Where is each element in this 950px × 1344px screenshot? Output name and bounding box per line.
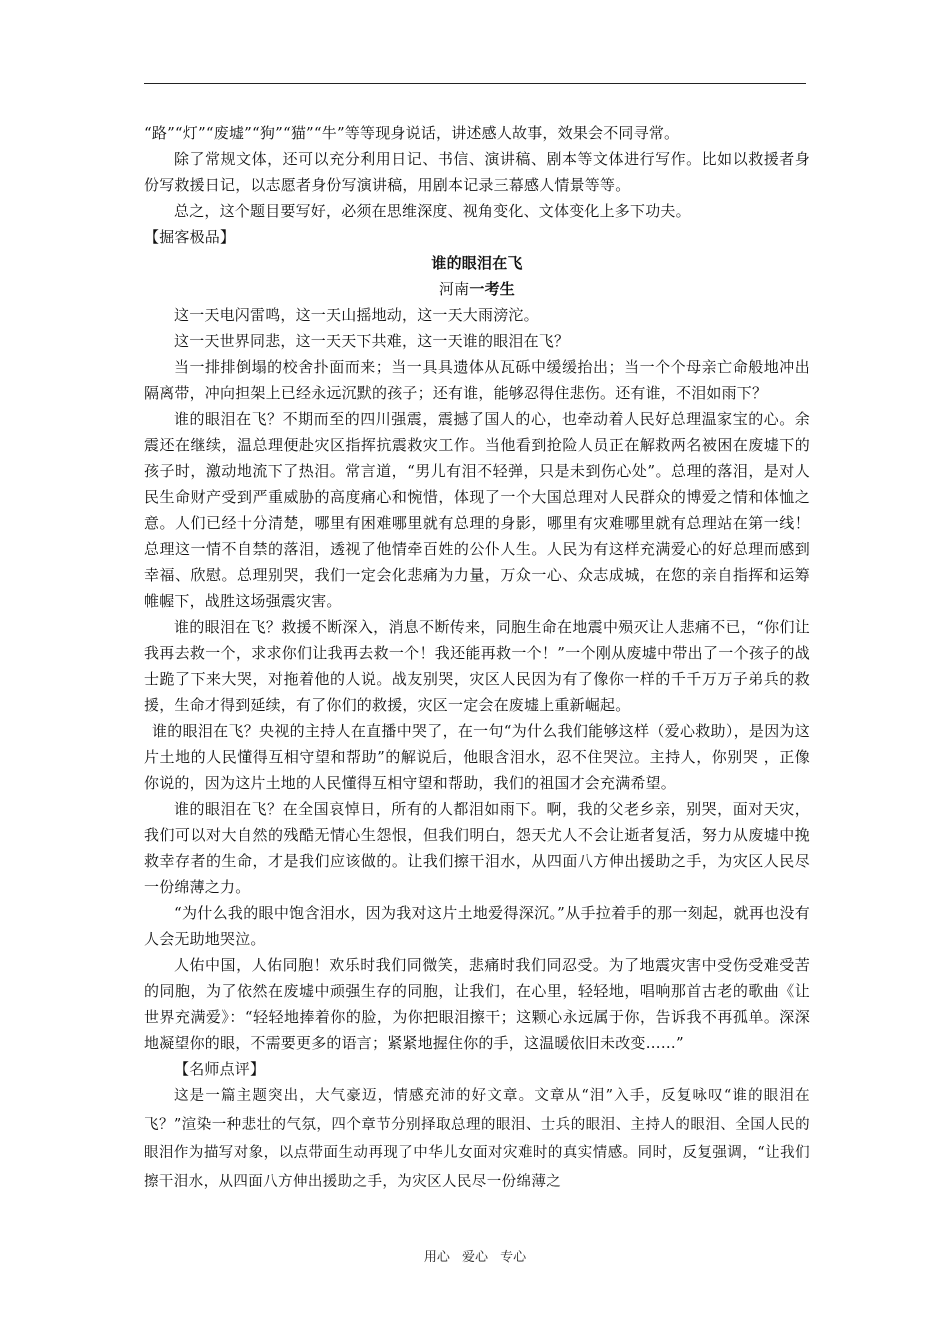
essay-paragraph: 谁的眼泪在飞？在全国哀悼日，所有的人都泪如雨下。啊，我的父老乡亲，别哭，面对天灾，我们可以对大自然的残酷无情心生怨恨，但我们明白，怨天尤人不会让逝者复活，努力从废墟中挽救幸存者的生命，才是我们应该做的。让我们擦干泪水，从四面八方伸出援助之手，为灾区人民尽一份绵薄之力。 (144, 800, 810, 896)
essay-paragraph: 这一天电闪雷鸣，这一天山摇地动，这一天大雨滂沱。 (174, 306, 539, 324)
review-text: 这是一篇主题突出，大气豪迈，情感充沛的好文章。文章从“泪”入手，反复咏叹“谁的眼泪在飞？”渲染一种悲壮的气氛，四个章节分别择取总理的眼泪、士兵的眼泪、主持人的眼泪、全国人民的眼泪作为描写对象，以点带面生动再现了中华儿女面对灾难时的真实情感。同时，反复强调，“让我们擦干泪水，从四面八方伸出援助之手，为灾区人民尽一份绵薄之 (144, 1088, 810, 1190)
section-label: 【掘客极品】 (144, 228, 236, 246)
author-place: 河南 (438, 280, 470, 298)
essay-paragraph: 谁的眼泪在飞？不期而至的四川强震，震撼了国人的心，也牵动着人民好总理温家宝的心。余震还在继续，温总理便赴灾区指挥抗震救灾工作。当他看到抢险人员正在解救两名被困在废墟下的孩子时，激动地流下了热泪。常言道，“男儿有泪不轻弹，只是未到伤心处”。总理的落泪，是对人民生命财产受到严重威胁的高度痛心和惋惜，体现了一个大国总理对人民群众的博爱之情和体恤之意。人们已经十分清楚，哪里有困难哪里就有总理的身影，哪里有灾难哪里就有总理站在第一线！总理这一情不自禁的落泪，透视了他情牵百姓的公仆人生。人民为有这样充满爱心的好总理而感到幸福、欣慰。总理别哭，我们一定会化悲痛为力量，万众一心、众志成城，在您的亲自指挥和运筹帷幄下，战胜这场强震灾害。 (144, 410, 810, 610)
essay-paragraph: 人佑中国，人佑同胞！欢乐时我们同微笑，悲痛时我们同忍受。为了地震灾害中受伤受难受苦的同胞，为了依然在废墟中顽强生存的同胞，让我们，在心里，轻轻地，唱响那首古老的歌曲《让世界充满爱》：“轻轻地捧着你的脸，为你把眼泪擦干；这颗心永远属于你，告诉我不再孤单。深深地凝望你的眼，不需要更多的语言；紧紧地握住你的手，这温暖依旧未改变……” (144, 956, 810, 1052)
page-footer: 用心 爱心 专心 (423, 1250, 527, 1265)
intro-paragraph-1: “路”“灯”“废墟”“狗”“猫”“牛”等等现身说话，讲述感人故事，效果会不同寻常。 (144, 124, 680, 142)
header-rule (144, 83, 806, 84)
document-body (144, 120, 810, 1196)
essay-paragraph: 谁的眼泪在飞？央视的主持人在直播中哭了，在一句“为什么我们能够这样（爱心救助），是因为这片土地的人民懂得互相守望和帮助”的解说后，他眼含泪水，忍不住哭泣。主持人，你别哭 ，正像你说的，因为这片土地的人民懂得互相守望和帮助，我们的祖国才会充满希望。 (144, 722, 810, 792)
author-role: 一考生 (469, 280, 515, 298)
review-label: 【名师点评】 (174, 1060, 266, 1078)
essay-paragraph: 这一天世界同悲，这一天天下共难，这一天谁的眼泪在飞？ (174, 332, 570, 350)
intro-paragraph-2: 除了常规文体，还可以充分利用日记、书信、演讲稿、剧本等文体进行写作。比如以救援者身份写救援日记，以志愿者身份写演讲稿，用剧本记录三幕感人情景等等。 (144, 150, 810, 194)
essay-title: 谁的眼泪在飞 (431, 254, 523, 272)
essay-paragraph: “为什么我的眼中饱含泪水，因为我对这片土地爱得深沉。”从手拉着手的那一刻起，就再也没有人会无助地哭泣。 (144, 904, 810, 948)
intro-paragraph-3: 总之，这个题目要写好，必须在思维深度、视角变化、文体变化上多下功夫。 (174, 202, 691, 220)
essay-paragraph: 当一排排倒塌的校舍扑面而来；当一具具遗体从瓦砾中缓缓抬出；当一个个母亲亡命般地冲出隔离带，冲向担架上已经永远沉默的孩子；还有谁，能够忍得住悲伤。还有谁，不泪如雨下？ (144, 358, 810, 402)
essay-author (144, 276, 810, 302)
essay-paragraph: 谁的眼泪在飞？救援不断深入，消息不断传来，同胞生命在地震中殒灭让人悲痛不已，“你们让我再去救一个，求求你们让我再去救一个！我还能再救一个！”一个刚从废墟中带出了一个孩子的战士跪了下来大哭，对拖着他的人说。战友别哭，灾区人民因为有了像你一样的千千万万子弟兵的救援，生命才得到延续，有了你们的救援，灾区一定会在废墟上重新崛起。 (144, 618, 810, 714)
